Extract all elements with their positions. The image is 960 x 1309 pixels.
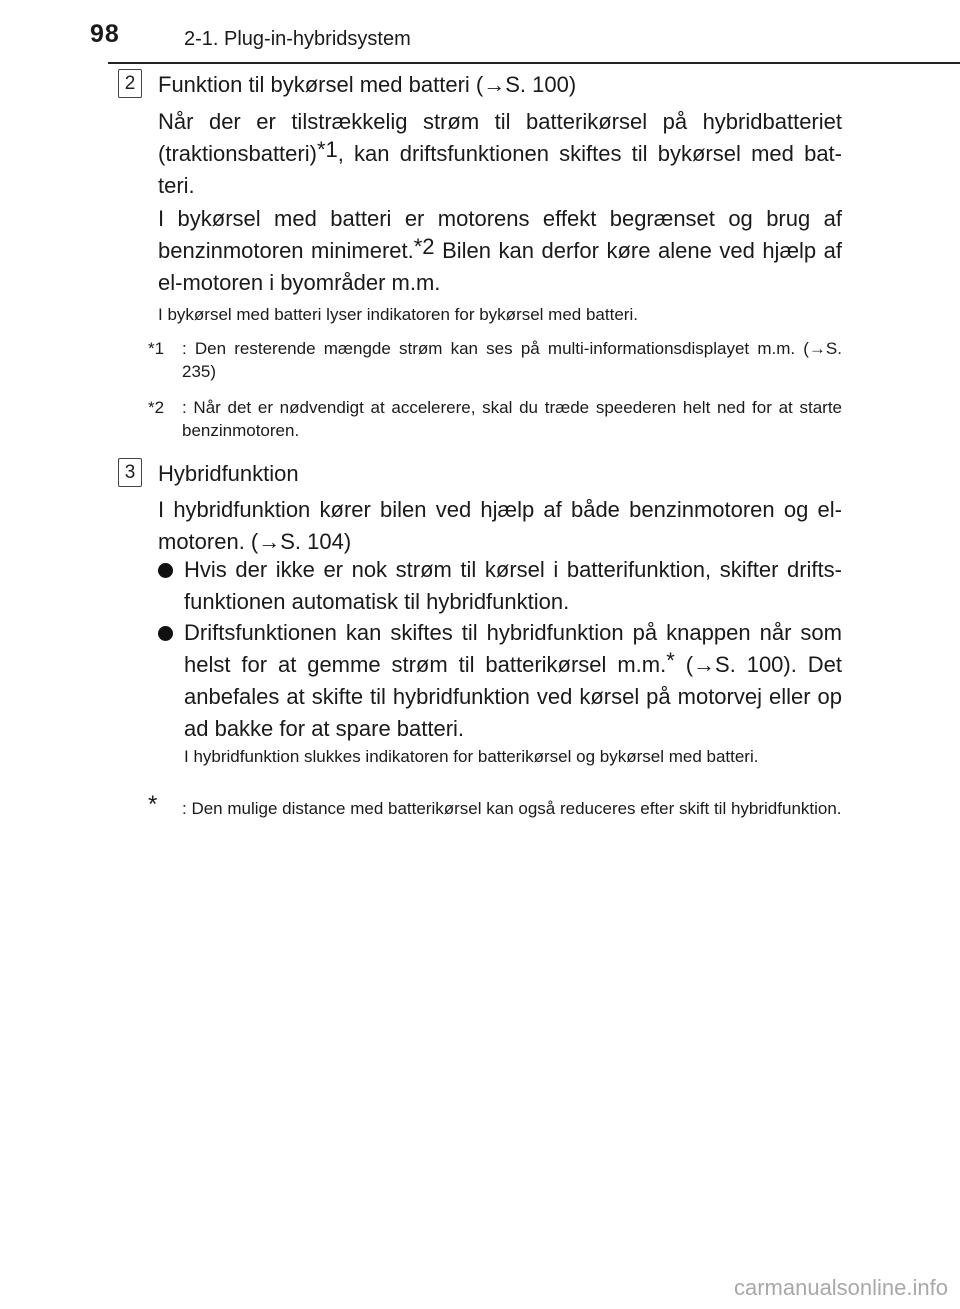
section-number-marker: 3 — [118, 458, 142, 487]
footnote-text: : Når det er nødvendigt at accelerere, skal du træde speederen helt ned for at starte benzinmotoren. — [182, 398, 842, 440]
footnote-mark: * — [148, 791, 158, 818]
footnote-reference: *1 — [316, 137, 338, 162]
footnote-mark: *1 — [148, 339, 165, 358]
footnote-mark: *2 — [148, 398, 165, 417]
watermark: carmanualsonline.info — [733, 1275, 948, 1300]
footnote-reference: *2 — [413, 234, 435, 259]
header-divider — [108, 62, 960, 64]
bullet-icon — [158, 563, 173, 578]
info-note: I hybridfunktion slukkes indikatoren for batterikørsel og bykørsel med batteri. — [184, 747, 759, 766]
footnote-text: : Den mulige distance med batterikørsel kan også reduceres efter skift til hybridfunktion. — [182, 799, 842, 818]
paragraph: I hybridfunktion kører bilen ved hjælp af både benzinmotoren og el-motoren. (→S. 104) — [158, 497, 842, 554]
paragraph: Når der er tilstrækkelig strøm til batterikørsel på hybridbatteriet (traktionsbatteri)*1, kan driftsfunktionen skiftes til bykørsel med bat-teri. — [158, 109, 842, 198]
footnote — [148, 396, 842, 446]
paragraph: I bykørsel med batteri er motorens effekt begrænset og brug af benzinmotoren minimeret.*2 Bilen kan derfor køre alene ved hjælp af el-motoren i byområder m.m. — [158, 206, 842, 295]
footnote-text: : Den resterende mængde strøm kan ses på multi-informationsdisplayet m.m. (→S. 235) — [182, 339, 842, 381]
bullet-item: Hvis der ikke er nok strøm til kørsel i batterifunktion, skifter drifts-funktionen automatisk til hybridfunktion. — [158, 554, 842, 620]
page-header — [0, 0, 960, 62]
bullet-item: Driftsfunktionen kan skiftes til hybridfunktion på knappen når som helst for at gemme strøm til batterikørsel m.m.* (→S. 100). Det anbefales at skifte til hybridfunktion ved kørsel på motorvej eller op ad bakke for at spare batteri. — [158, 617, 842, 747]
footnote — [148, 791, 842, 847]
chapter-title: 2-1. Plug-in-hybridsystem — [184, 28, 411, 50]
section-heading: Funktion til bykørsel med batteri (→S. 100) — [158, 72, 577, 97]
section-heading: Hybridfunktion — [158, 461, 299, 486]
info-note: I bykørsel med batteri lyser indikatoren for bykørsel med batteri. — [158, 305, 638, 324]
footnote-reference: * — [666, 648, 675, 673]
section-number-marker: 2 — [118, 69, 142, 98]
page-number: 98 — [90, 20, 120, 48]
bullet-icon — [158, 626, 173, 641]
footnote — [148, 337, 842, 387]
